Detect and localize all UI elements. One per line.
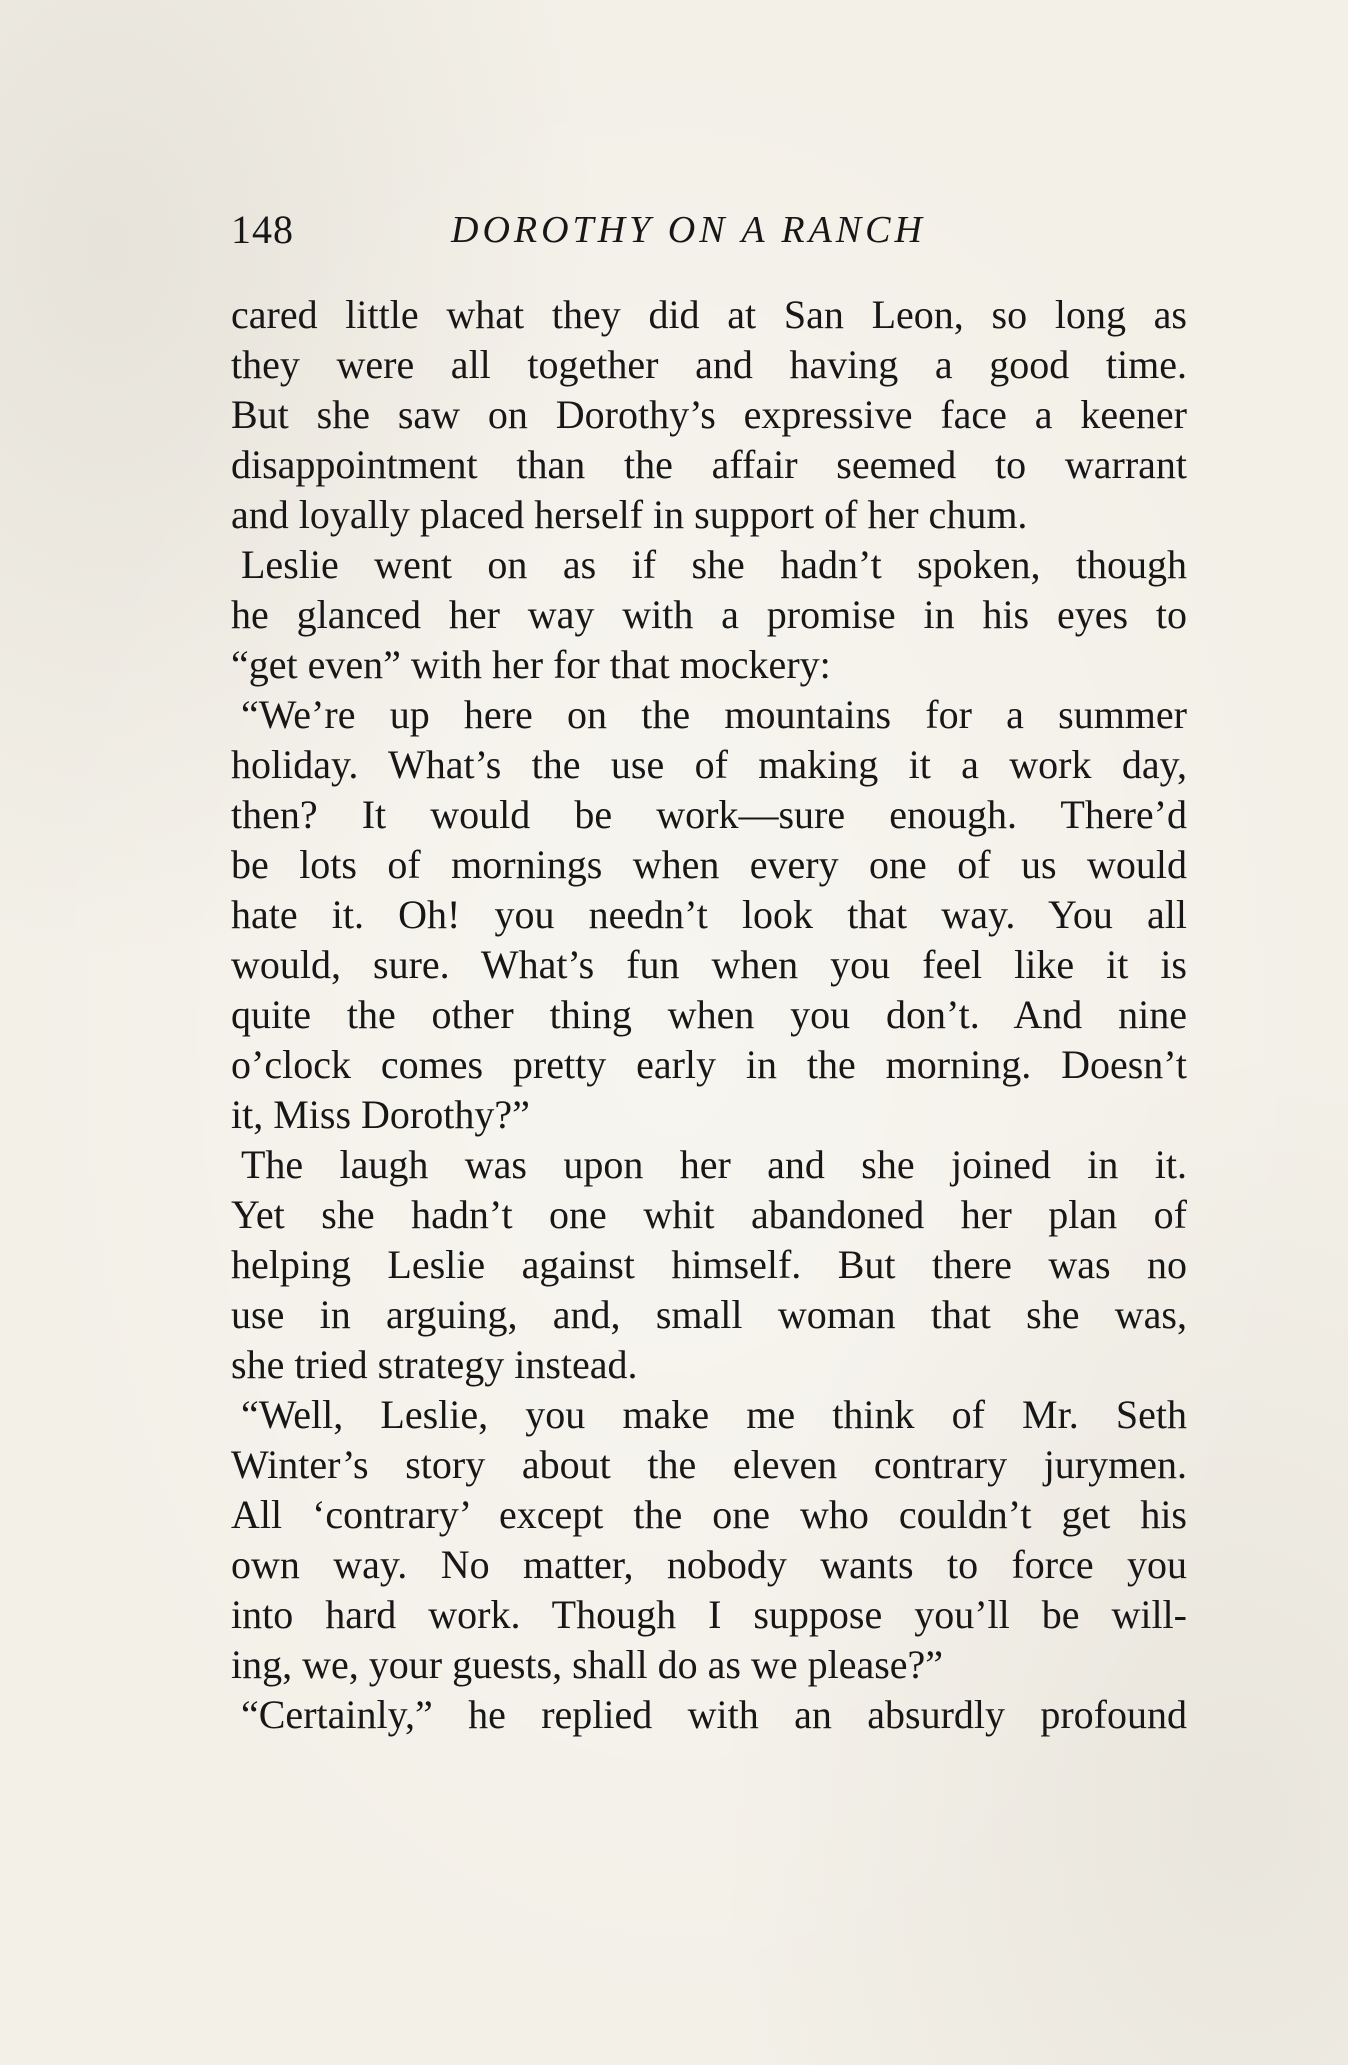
text-line: “Certainly,” he replied with an absurdly profound <box>241 1692 1187 1737</box>
text-line: ing, we, your guests, shall do as we please?” <box>231 1642 944 1687</box>
text-line: “Well, Leslie, you make me think of Mr. Seth <box>241 1392 1187 1437</box>
text-line: Yet she hadn’t one whit abandoned her plan of <box>231 1192 1187 1237</box>
text-line: it, Miss Dorothy?” <box>231 1092 530 1137</box>
text-line: she tried strategy instead. <box>231 1342 638 1387</box>
running-title: DOROTHY ON A RANCH <box>451 209 926 251</box>
page-header <box>231 203 1151 257</box>
text-line: helping Leslie against himself. But there was no <box>231 1242 1187 1287</box>
text-line: then? It would be work—sure enough. There’d <box>231 792 1187 837</box>
text-line: they were all together and having a good time. <box>231 342 1187 387</box>
text-line: own way. No matter, nobody wants to force you <box>231 1542 1187 1587</box>
text-line: hate it. Oh! you needn’t look that way. You all <box>231 892 1187 937</box>
text-line: “We’re up here on the mountains for a summer <box>241 692 1187 737</box>
text-line: “get even” with her for that mockery: <box>231 642 831 687</box>
page-number: 148 <box>231 207 294 252</box>
text-line: and loyally placed herself in support of her chum. <box>231 492 1028 537</box>
text-line: But she saw on Dorothy’s expressive face a keener <box>231 392 1187 437</box>
text-line: cared little what they did at San Leon, so long as <box>231 292 1187 337</box>
text-line: Winter’s story about the eleven contrary jurymen. <box>231 1442 1187 1487</box>
text-line: into hard work. Though I suppose you’ll be will- <box>231 1592 1187 1637</box>
body-text <box>231 290 1187 1790</box>
text-line: o’clock comes pretty early in the morning. Doesn’t <box>231 1042 1187 1087</box>
text-line: he glanced her way with a promise in his eyes to <box>231 592 1187 637</box>
text-line: disappointment than the affair seemed to warrant <box>231 442 1187 487</box>
text-line: would, sure. What’s fun when you feel like it is <box>231 942 1187 987</box>
text-line: Leslie went on as if she hadn’t spoken, though <box>241 542 1187 587</box>
text-line: be lots of mornings when every one of us would <box>231 842 1187 887</box>
text-line: All ‘contrary’ except the one who couldn’t get his <box>231 1492 1187 1537</box>
text-line: holiday. What’s the use of making it a work day, <box>231 742 1187 787</box>
text-line: use in arguing, and, small woman that she was, <box>231 1292 1187 1337</box>
text-line: The laugh was upon her and she joined in it. <box>241 1142 1187 1187</box>
text-line: quite the other thing when you don’t. And nine <box>231 992 1187 1037</box>
